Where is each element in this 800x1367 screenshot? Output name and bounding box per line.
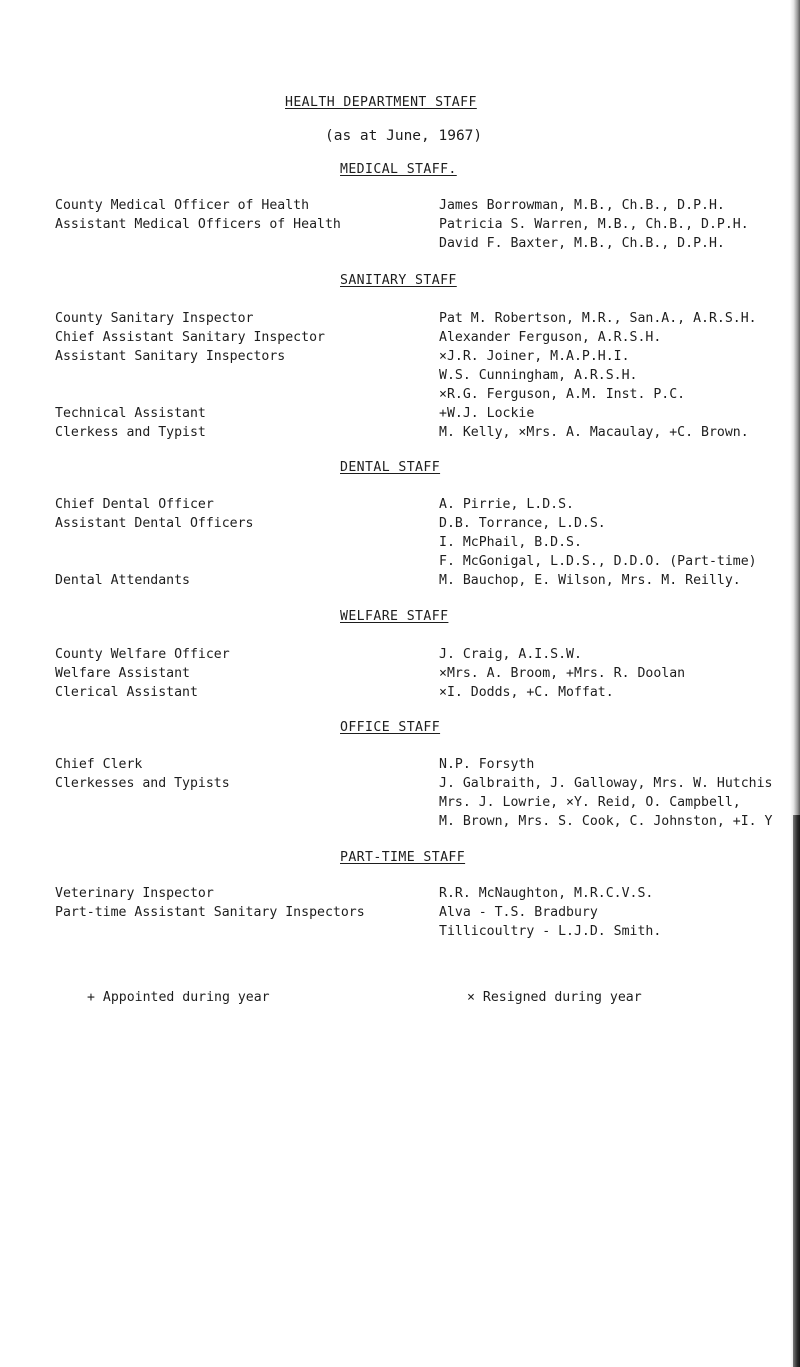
welfare-label-2: Clerical Assistant bbox=[55, 685, 198, 700]
page-edge-binding bbox=[793, 815, 800, 1367]
page-subtitle: (as at June, 1967) bbox=[325, 128, 483, 144]
parttime-label-0: Veterinary Inspector bbox=[55, 886, 214, 901]
sanitary-label-2: Assistant Sanitary Inspectors bbox=[55, 349, 286, 364]
section-heading-medical: MEDICAL STAFF. bbox=[340, 162, 457, 177]
welfare-value-2: ×I. Dodds, +C. Moffat. bbox=[439, 685, 614, 700]
sanitary-value-0: Pat M. Robertson, M.R., San.A., A.R.S.H. bbox=[439, 311, 757, 326]
section-heading-sanitary: SANITARY STAFF bbox=[340, 273, 457, 288]
welfare-value-0: J. Craig, A.I.S.W. bbox=[439, 647, 582, 662]
dental-label-0: Chief Dental Officer bbox=[55, 497, 214, 512]
sanitary-value-5: +W.J. Lockie bbox=[439, 406, 535, 421]
office-value-2: Mrs. J. Lowrie, ×Y. Reid, O. Campbell, bbox=[439, 795, 741, 810]
medical-label-1: Assistant Medical Officers of Health bbox=[55, 217, 341, 232]
medical-value-1: Patricia S. Warren, M.B., Ch.B., D.P.H. bbox=[439, 217, 749, 232]
dental-value-0: A. Pirrie, L.D.S. bbox=[439, 497, 574, 512]
sanitary-label-0: County Sanitary Inspector bbox=[55, 311, 254, 326]
dental-value-3: F. McGonigal, L.D.S., D.D.O. (Part-time) bbox=[439, 554, 757, 569]
office-label-0: Chief Clerk bbox=[55, 757, 143, 772]
sanitary-label-5: Technical Assistant bbox=[55, 406, 206, 421]
sanitary-label-6: Clerkess and Typist bbox=[55, 425, 206, 440]
section-heading-office: OFFICE STAFF bbox=[340, 720, 441, 735]
office-value-0: N.P. Forsyth bbox=[439, 757, 535, 772]
sanitary-label-1: Chief Assistant Sanitary Inspector bbox=[55, 330, 325, 345]
dental-value-1: D.B. Torrance, L.D.S. bbox=[439, 516, 606, 531]
welfare-value-1: ×Mrs. A. Broom, +Mrs. R. Doolan bbox=[439, 666, 686, 681]
office-label-1: Clerkesses and Typists bbox=[55, 776, 230, 791]
sanitary-value-3: W.S. Cunningham, A.R.S.H. bbox=[439, 368, 638, 383]
medical-value-0: James Borrowman, M.B., Ch.B., D.P.H. bbox=[439, 198, 725, 213]
sanitary-value-4: ×R.G. Ferguson, A.M. Inst. P.C. bbox=[439, 387, 686, 402]
parttime-value-1: Alva - T.S. Bradbury bbox=[439, 905, 598, 920]
welfare-label-1: Welfare Assistant bbox=[55, 666, 190, 681]
sanitary-value-1: Alexander Ferguson, A.R.S.H. bbox=[439, 330, 662, 345]
parttime-label-1: Part-time Assistant Sanitary Inspectors bbox=[55, 905, 365, 920]
dental-value-2: I. McPhail, B.D.S. bbox=[439, 535, 582, 550]
page-title: HEALTH DEPARTMENT STAFF bbox=[285, 95, 477, 110]
sanitary-value-6: M. Kelly, ×Mrs. A. Macaulay, +C. Brown. bbox=[439, 425, 749, 440]
section-heading-dental: DENTAL STAFF bbox=[340, 460, 441, 475]
footnote-resigned: × Resigned during year bbox=[467, 990, 642, 1005]
sanitary-value-2: ×J.R. Joiner, M.A.P.H.I. bbox=[439, 349, 630, 364]
medical-label-0: County Medical Officer of Health bbox=[55, 198, 310, 213]
section-heading-welfare: WELFARE STAFF bbox=[340, 609, 449, 624]
office-value-3: M. Brown, Mrs. S. Cook, C. Johnston, +I. Y bbox=[439, 814, 773, 829]
medical-value-2: David F. Baxter, M.B., Ch.B., D.P.H. bbox=[439, 236, 725, 251]
dental-label-1: Assistant Dental Officers bbox=[55, 516, 254, 531]
parttime-value-0: R.R. McNaughton, M.R.C.V.S. bbox=[439, 886, 654, 901]
welfare-label-0: County Welfare Officer bbox=[55, 647, 230, 662]
parttime-value-2: Tillicoultry - L.J.D. Smith. bbox=[439, 924, 662, 939]
office-value-1: J. Galbraith, J. Galloway, Mrs. W. Hutchis bbox=[439, 776, 773, 791]
footnote-appointed: + Appointed during year bbox=[87, 990, 270, 1005]
section-heading-part-time: PART-TIME STAFF bbox=[340, 850, 466, 865]
dental-value-4: M. Bauchop, E. Wilson, Mrs. M. Reilly. bbox=[439, 573, 741, 588]
dental-label-4: Dental Attendants bbox=[55, 573, 190, 588]
